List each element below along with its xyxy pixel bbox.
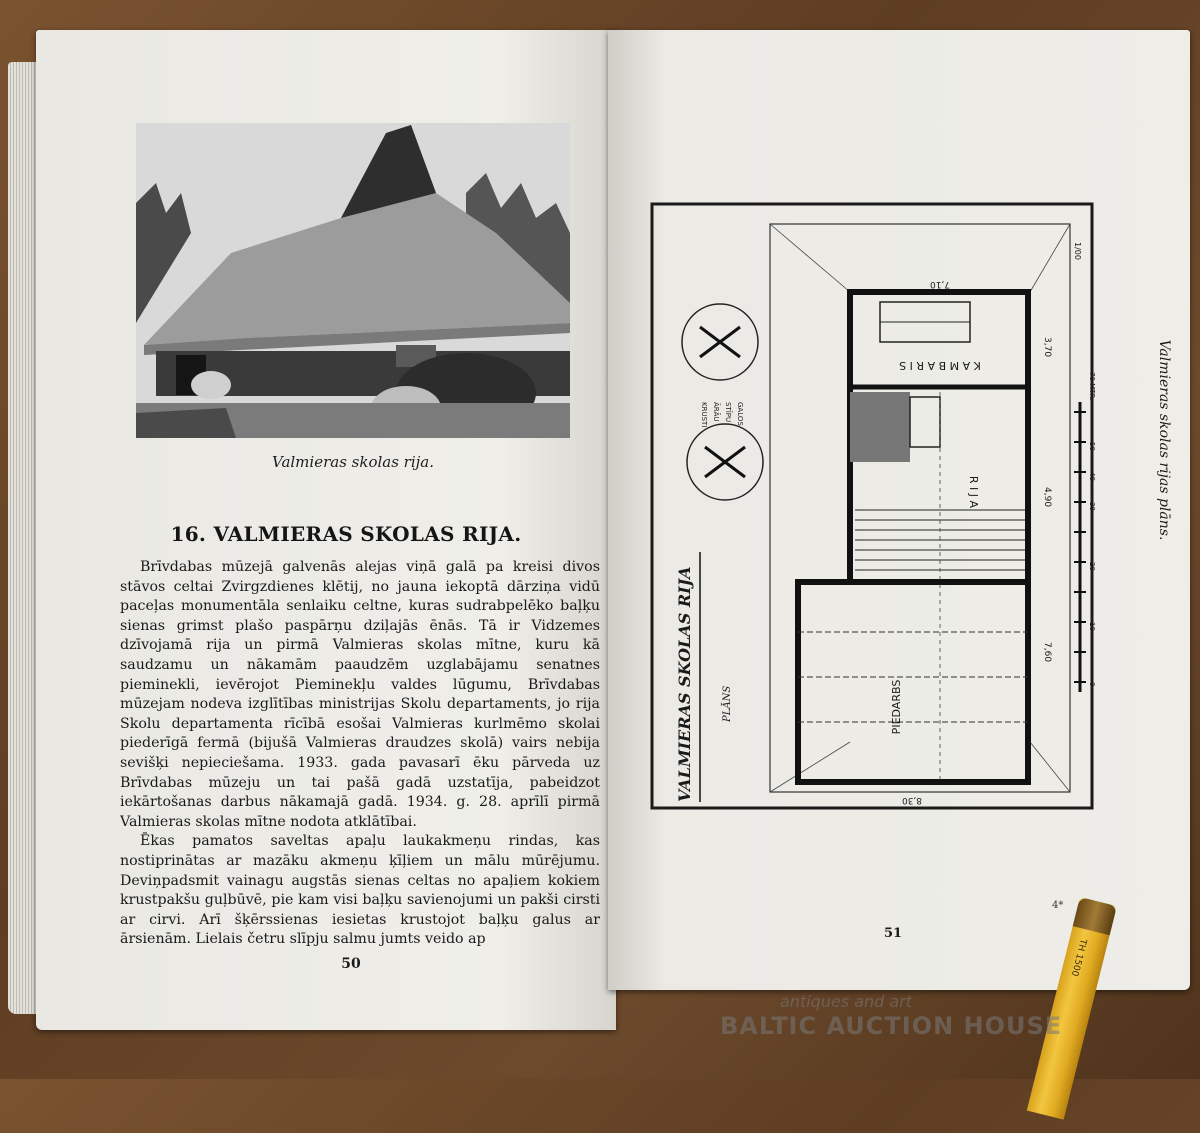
barn-photo-illustration xyxy=(136,123,570,438)
page-number-right: 51 xyxy=(883,926,903,941)
plan-subtitle: PLĀNS xyxy=(722,685,733,722)
watermark xyxy=(720,986,1140,1046)
plan-caption: Valmieras skolas rijas plāns. xyxy=(1156,339,1172,541)
photo-caption: Valmieras skolas rija. xyxy=(271,453,435,471)
scale-20: 20 xyxy=(1088,562,1096,571)
paragraph-2: Ēkas pamatos saveltas apaļu laukakmeņu rindas, kas nostiprinātas ar mazāku akmeņu ķīļiem un mālu mūrējumu. Deviņpadsmit vainagu augstās sienas celtas no apaļiem kokiem krustpakšu guļbūvē, pie kam visi baļķu savienojumi un pakši cirsti ar cirvi. Arī šķērssienas iesietas krustojot baļķu galus ar ārsienām. Lielais četru slīpju salmu jumts veido ap xyxy=(120,833,600,948)
signature-mark: 4* xyxy=(1052,900,1064,911)
floor-plan xyxy=(650,202,1100,812)
watermark-line2: BALTIC AUCTION HOUSE xyxy=(720,1012,1063,1040)
scale-50: 50 xyxy=(1088,442,1096,451)
label-kambaris: K A M B A R I S xyxy=(899,359,981,372)
detail-galos: GALOS xyxy=(736,402,744,426)
page-number-left: 50 xyxy=(341,956,361,972)
body-text xyxy=(120,558,600,950)
dimension-rija: 4,90 xyxy=(1042,487,1052,508)
dimension-kambaris: 3,70 xyxy=(1042,337,1052,358)
scale-10: 10 xyxy=(1088,622,1096,631)
paragraph-1: Brīvdabas mūzejā galvenās alejas viņā galā pa kreisi divos stāvos celtai Zvirgzdienes klētij, no jauna iekoptā dārziņa vidū paceļas monumentāla senlaiku celtne, kuras sudrabpelēko baļķu sienas grimst plašo paspārņu dziļajās ēnās. Tā ir Vidzemes dzīvojamā rija un pirmā Valmieras skolas mītne, kuru kā saudzamu un nākamām paaudzēm uzglabājamu senatnes pieminekli, ievērojot Pieminekļu valdes lūgumu, Brīvdabas mūzejam nodeva izglītības ministrijas Skolu departaments, jo rija Skolu departamenta rīcībā esošai Valmieras kurlmēmo skolai piederīgā fermā (bijušā Valmieras draudzes skolā) vairs nebija sevišķi nepieciešama. 1933. gada pavasarī ēku pārveda uz Brīvdabas mūzeju un tai pašā gadā uzstatīja, pabeidzot iekārtošanas darbus nākamajā gadā. 1934. g. 28. aprīlī pirmā Valmieras skolas mītne nodota atklātībai. xyxy=(120,559,600,830)
barn-photo xyxy=(136,123,570,438)
scale-30: 30 xyxy=(1088,502,1096,511)
detail-arau: ĀRĀU xyxy=(712,402,720,422)
page-edges xyxy=(8,62,38,1014)
right-page xyxy=(608,30,1190,990)
watermark-line1: antiques and art xyxy=(780,992,913,1011)
dimension-bottom: 8,30 xyxy=(901,795,923,805)
label-piedarbs: PIEDARBS xyxy=(890,679,903,735)
plan-title: VALMIERAS SKOLAS RIJA xyxy=(675,566,694,802)
scale-70-mtr: 70 MTR. xyxy=(1088,372,1096,401)
dimension-top: 7,10 xyxy=(929,279,951,289)
detail-krusti: KRUSTI xyxy=(700,402,708,428)
label-rija: R I J A xyxy=(967,475,980,509)
dimension-corner: 1/00 xyxy=(1073,242,1082,260)
detail-stipu: STĪPU xyxy=(724,402,732,423)
left-page xyxy=(36,30,616,1030)
section-heading: 16. VALMIERAS SKOLAS RIJA. xyxy=(170,522,522,546)
scale-0: 0 xyxy=(1088,682,1096,687)
pencil-label: TH 1500 xyxy=(1068,937,1088,978)
scale-40: 40 xyxy=(1088,472,1096,481)
dimension-piedarbs: 7,60 xyxy=(1042,642,1052,663)
